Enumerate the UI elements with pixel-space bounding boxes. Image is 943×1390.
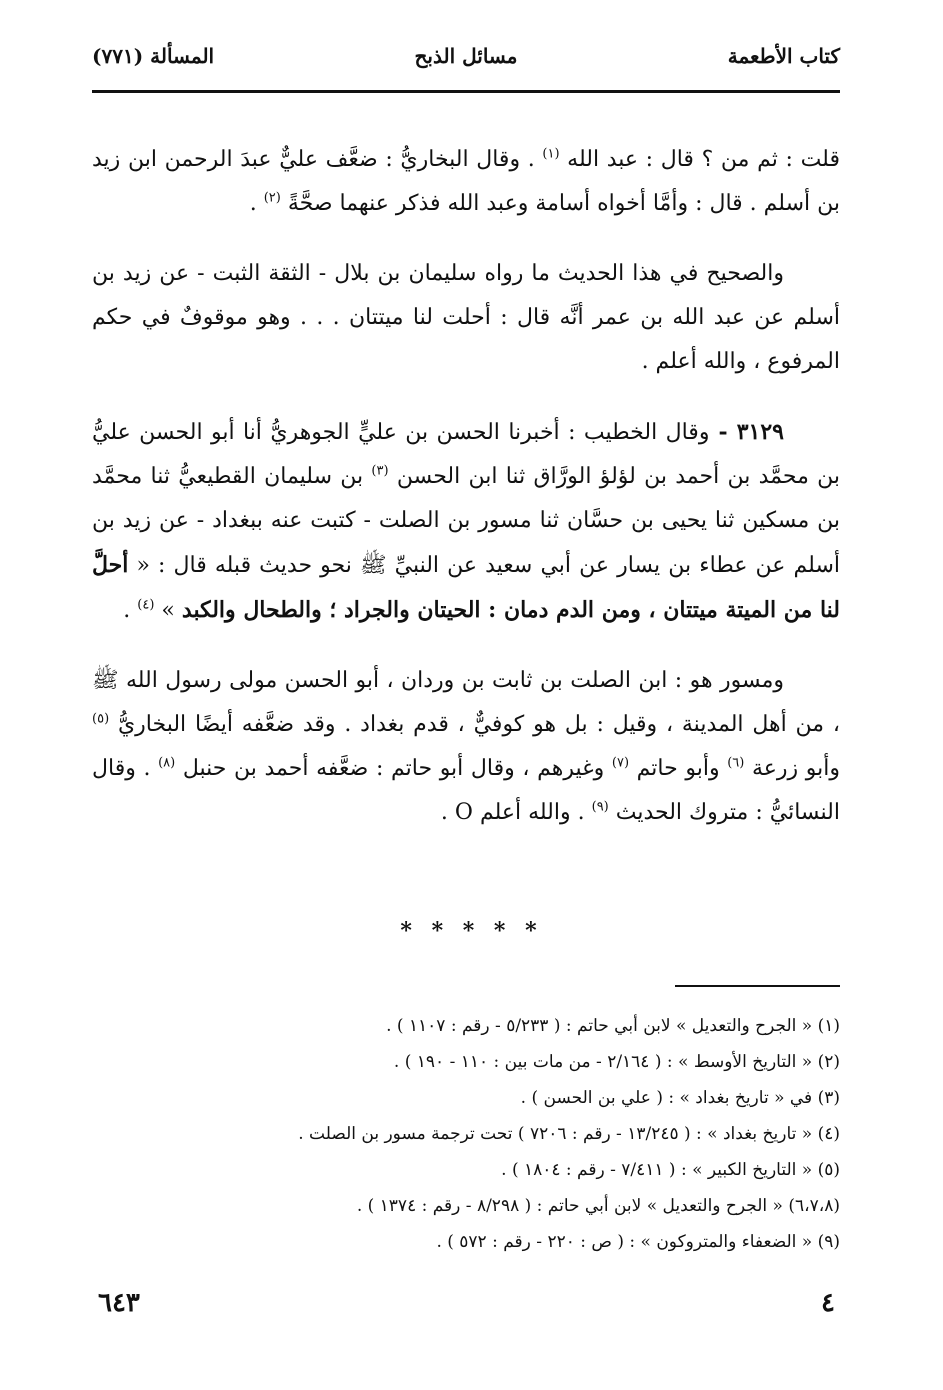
volume-number: ٤ [821, 1288, 835, 1318]
main-text [92, 138, 840, 861]
section-title: مسائل الذبح [414, 44, 518, 68]
section-separator: * * * * * [400, 918, 543, 944]
text-run: وغيرهم ، وقال أبو حاتم : ضعَّفه أحمد بن حنبل [175, 756, 612, 781]
footnote-ref: (٧) [611, 755, 630, 771]
footnote-ref: (٢) [263, 190, 281, 206]
book-title: كتاب الأطعمة [727, 44, 840, 68]
footnote-ref: (٦) [727, 755, 745, 771]
page-number: ٦٤٣ [98, 1288, 140, 1318]
footnote-ref: (٣) [371, 463, 389, 479]
text-run: وقال الخطيب : أخبرنا الحسن بن عليٍّ الجوهريُّ أنا أبو الحسن عليُّ بن محمَّد بن أحمد بن لؤلؤ الورَّاق ثنا ابن الحسن [92, 420, 840, 489]
header-rule [92, 90, 840, 93]
text-run: بن سليمان القطيعيُّ ثنا محمَّد بن مسكين ثنا يحيى بن حسَّان ثنا مسور بن الصلت - كتبت عنه ببغداد - عن زيد بن أسلم عن عطاء بن يسار عن أبي سعيد عن النبيِّ ﷺ نحو حديث قبله قال : « [92, 464, 841, 578]
text-run: قلت : ثم من ؟ قال : عبد الله [559, 147, 840, 172]
text-run: ومسور هو : ابن الصلت بن ثابت بن وردان ، أبو الحسن مولى رسول الله ﷺ ، من أهل المدينة ، وقيل : بل هو كوفيٌّ ، قدم بغداد . وقد ضعَّفه أيضًا البخاريُّ [92, 668, 840, 737]
footnote-ref: (١) [542, 146, 560, 162]
paragraph-1 [92, 138, 840, 226]
footnotes [92, 1008, 840, 1260]
bold-text: ٣١٢٩ - [709, 419, 784, 445]
text-run: وأبو حاتم [629, 756, 728, 781]
footnote-2: (٢) « التاريخ الأوسط » : ( ٢/١٦٤ - من مات بين : ١١٠ - ١٩٠ ) . [393, 1052, 840, 1072]
footnote-5: (٥) « التاريخ الكبير » : ( ٧/٤١١ - رقم : ١٨٠٤ ) . [501, 1160, 840, 1180]
footnote-9: (٩) « الضعفاء والمتروكون » : ( ص : ٢٢٠ - رقم : ٥٧٢ ) . [436, 1232, 840, 1252]
footnote-1: (١) « الجرح والتعديل » لابن أبي حاتم : ( ٥/٢٣٣ - رقم : ١١٠٧ ) . [386, 1016, 840, 1036]
paragraph-3-hadith [92, 410, 840, 633]
footnote-3: (٣) في « تاريخ بغداد » : ( علي بن الحسن ) . [520, 1088, 840, 1108]
text-run: . [249, 191, 264, 216]
issue-label: المسألة (٧٧١) [92, 44, 215, 68]
footnote-ref: (٩) [591, 799, 609, 815]
footnote-ref: (٤) [137, 597, 155, 613]
footnote-4: (٤) « تاريخ بغداد » : ( ١٣/٢٤٥ - رقم : ٧٢٠٦ ) تحت ترجمة مسور بن الصلت . [298, 1124, 840, 1144]
footnote-rule [675, 985, 840, 987]
bold-text: أحلَّ لنا من الميتة ميتتان ، ومن الدم دمان : الحيتان والجراد ؛ والطحال والكبد [92, 552, 840, 623]
text-run: وأبو زرعة [744, 756, 841, 781]
text-run: . والله أعلم O . [440, 800, 592, 825]
footnote-ref: (٥) [92, 711, 110, 727]
footnote-6-8: (٦،٧،٨) « الجرح والتعديل » لابن أبي حاتم : ( ٨/٢٩٨ - رقم : ١٣٧٤ ) . [356, 1196, 840, 1216]
paragraph-4 [92, 659, 840, 835]
text-run: . [123, 598, 138, 623]
footnote-ref: (٨) [158, 755, 176, 771]
paragraph-2 [92, 252, 840, 384]
text-run: » [154, 598, 182, 623]
text-run: والصحيح في هذا الحديث ما رواه سليمان بن بلال - الثقة الثبت - عن زيد بن أسلم عن عبد الله بن عمر أنَّه قال : أحلت لنا ميتتان . . . وهو موقوفٌ في حكم المرفوع ، والله أعلم . [92, 261, 840, 374]
running-header [92, 44, 840, 80]
text-run: . وقال البخاريُّ : ضعَّف عليٌّ عبدَ الرحمن ابن زيد بن أسلم . قال : وأمَّا أخواه أسامة وعبد الله فذكر عنهما صحَّةً [92, 147, 840, 216]
text-run: . وقال النسائيُّ : متروك الحديث [92, 756, 840, 825]
